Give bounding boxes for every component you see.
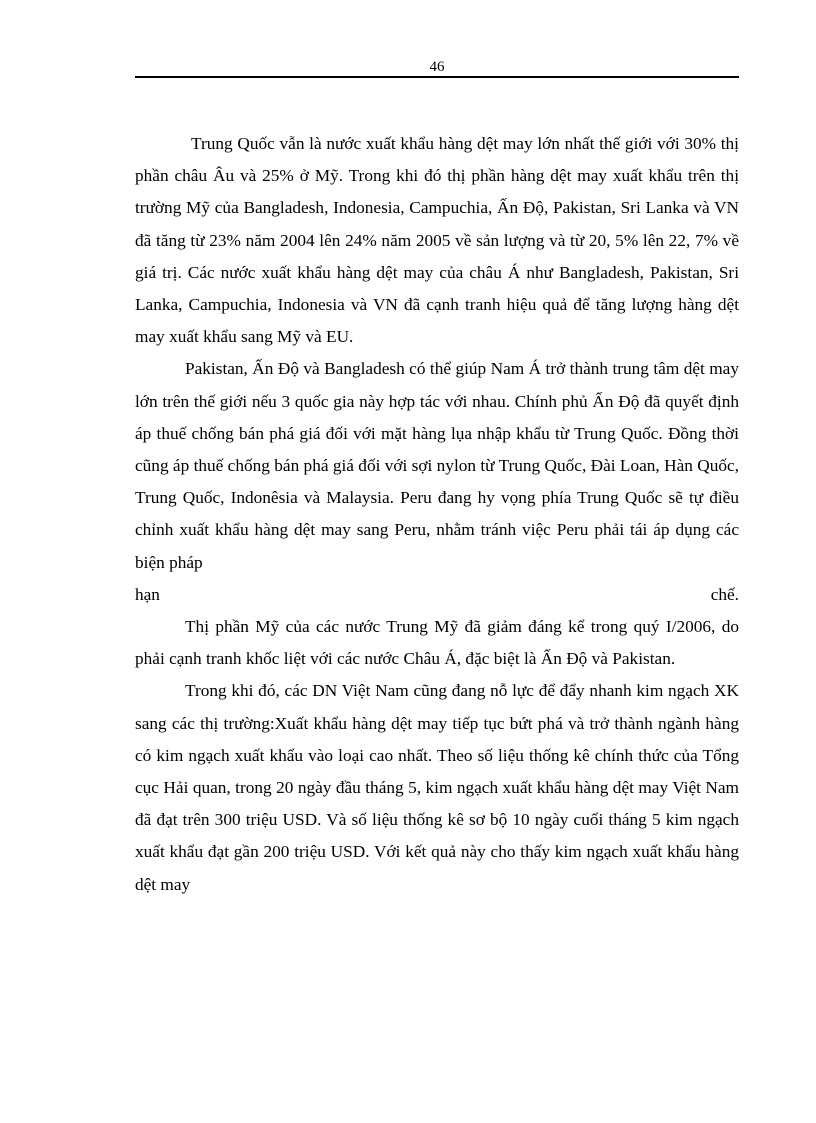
page-number: 46 [429, 59, 445, 75]
body-text [135, 128, 739, 901]
paragraph-3: Thị phần Mỹ của các nước Trung Mỹ đã giảm đáng kể trong quý I/2006, do phải cạnh tranh khốc liệt với các nước Châu Á, đặc biệt là Ấn Độ và Pakistan. [135, 617, 739, 669]
paragraph-2-last-line [135, 579, 739, 611]
split-line-right: chế. [710, 584, 739, 604]
paragraph-2: Pakistan, Ấn Độ và Bangladesh có thể giúp Nam Á trở thành trung tâm dệt may lớn trên thế giới nếu 3 quốc gia này hợp tác với nhau. Chính phủ Ấn Độ đã quyết định áp thuế chống bán phá giá đối với mặt hàng lụa nhập khẩu từ Trung Quốc. Đồng thời cũng áp thuế chống bán phá giá đối với sợi nylon từ Trung Quốc, Đài Loan, Hàn Quốc, Trung Quốc, Indonêsia và Malaysia. Peru đang hy vọng phía Trung Quốc sẽ tự điều chỉnh xuất khẩu hàng dệt may sang Peru, nhằm tránh việc Peru phải tái áp dụng các biện pháp [135, 359, 739, 572]
split-line-left: hạn [135, 584, 160, 604]
paragraph-1: Trung Quốc vẫn là nước xuất khẩu hàng dệt may lớn nhất thế giới với 30% thị phần châu Âu và 25% ở Mỹ. Trong khi đó thị phần hàng dệt may xuất khẩu trên thị trường Mỹ của Bangladesh, Indonesia, Campuchia, Ấn Độ, Pakistan, Sri Lanka và VN đã tăng từ 23% năm 2004 lên 24% năm 2005 về sản lượng và từ 20, 5% lên 22, 7% về giá trị. Các nước xuất khẩu hàng dệt may của châu Á như Bangladesh, Pakistan, Sri Lanka, Campuchia, Indonesia và VN đã cạnh tranh hiệu quả để tăng lượng hàng dệt may xuất khẩu sang Mỹ và EU. [135, 134, 739, 347]
paragraph-4: Trong khi đó, các DN Việt Nam cũng đang nỗ lực để đẩy nhanh kim ngạch XK sang các thị trường:Xuất khẩu hàng dệt may tiếp tục bứt phá và trở thành ngành hàng có kim ngạch xuất khẩu vào loại cao nhất. Theo số liệu thống kê chính thức của Tổng cục Hải quan, trong 20 ngày đầu tháng 5, kim ngạch xuất khẩu hàng dệt may Việt Nam đã đạt trên 300 triệu USD. Và số liệu thống kê sơ bộ 10 ngày cuối tháng 5 kim ngạch xuất khẩu đạt gần 200 triệu USD. Với kết quả này cho thấy kim ngạch xuất khẩu hàng dệt may [135, 681, 739, 894]
header-rule [135, 76, 739, 78]
